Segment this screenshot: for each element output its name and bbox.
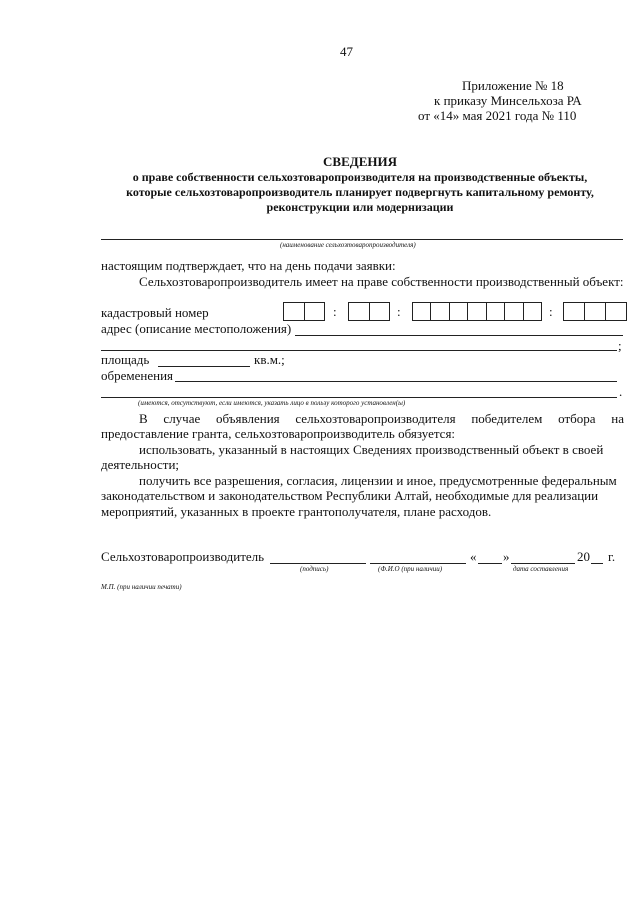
obligation-paragraph-1: В случае объявления сельхозтоваропроизводителя победителем отбора на [139,411,624,426]
date-month-line[interactable] [511,563,575,564]
producer-name-line[interactable] [101,239,623,240]
page-number: 47 [340,44,353,59]
cadastral-separator: : [549,304,553,319]
encumbrance-caption: (имеются, отсутствуют, если имеются, указать лицо в пользу которого установлен(ы) [138,399,406,407]
stamp-note: М.П. (при наличии печати) [101,583,182,591]
area-unit: кв.м.; [254,352,285,367]
document-title: СВЕДЕНИЯ [323,154,397,169]
obligation-paragraph-2: использовать, указанный в настоящих Сведениях производственный объект в своей [139,442,604,457]
title-line-2: которые сельхозтоваропроизводитель планирует подвергнуть капитальному ремонту, [126,185,594,199]
cadastral-area-boxes[interactable] [348,302,390,321]
signature-label: Сельхозтоваропроизводитель [101,549,265,564]
appendix-line-1: Приложение № 18 [462,78,564,93]
title-line-1: о праве собственности сельхозтоваропроизводителя на производственные объекты, [132,170,588,184]
encumbrance-label: обременения [101,368,174,383]
cadastral-label: кадастровый номер [101,305,209,320]
title-line-3: реконструкции или модернизации [266,200,454,214]
obligation-paragraph-2-cont: деятельности; [101,457,180,472]
obligation-paragraph-3-cont: законодательством и законодательством Республики Алтай, необходимые для реализации [101,488,599,503]
cadastral-separator: : [333,304,337,319]
address-end-mark: ; [618,338,622,353]
address-label: адрес (описание местоположения) [101,321,292,336]
date-caption: дата составления [513,565,569,573]
obligation-paragraph-1-cont: предоставление гранта, сельхозтоваропроизводитель обязуется: [101,426,456,441]
full-name-line[interactable] [370,563,466,564]
encumbrance-end-mark: . [619,384,623,399]
signature-caption: (подпись) [300,565,329,573]
cadastral-separator: : [397,304,401,319]
encumbrance-line-2[interactable] [101,397,617,398]
address-line-2[interactable] [101,350,617,351]
signature-line[interactable] [270,563,366,564]
appendix-line-3: от «14» мая 2021 года № 110 [418,108,577,123]
confirm-text: настоящим подтверждает, что на день подачи заявки: [101,258,396,273]
obligation-paragraph-3-end: мероприятий, указанных в проекте грантополучателя, плане расходов. [101,504,492,519]
encumbrance-line[interactable] [175,381,617,382]
date-year-suffix: г. [608,549,616,564]
date-year-line[interactable] [591,563,603,564]
producer-name-caption: (наименование сельхозтоваропроизводителя) [280,241,416,249]
ownership-text: Сельхозтоваропроизводитель имеет на праве собственности производственный объект: [139,274,624,289]
date-day-line[interactable] [478,563,502,564]
full-name-caption: (Ф.И.О (при наличии) [378,565,443,573]
date-quote-open: « [470,549,477,564]
area-line[interactable] [158,366,250,367]
cadastral-object-boxes[interactable] [563,302,627,321]
cadastral-quarter-boxes[interactable] [412,302,542,321]
appendix-line-2: к приказу Минсельхоза РА [434,93,582,108]
address-line[interactable] [295,335,623,336]
obligation-paragraph-3: получить все разрешения, согласия, лицензии и иное, предусмотренные федеральным [139,473,617,488]
area-label: площадь [101,352,150,367]
date-quote-close: » [503,549,510,564]
date-year-prefix: 20 [577,549,590,564]
cadastral-district-boxes[interactable] [283,302,325,321]
